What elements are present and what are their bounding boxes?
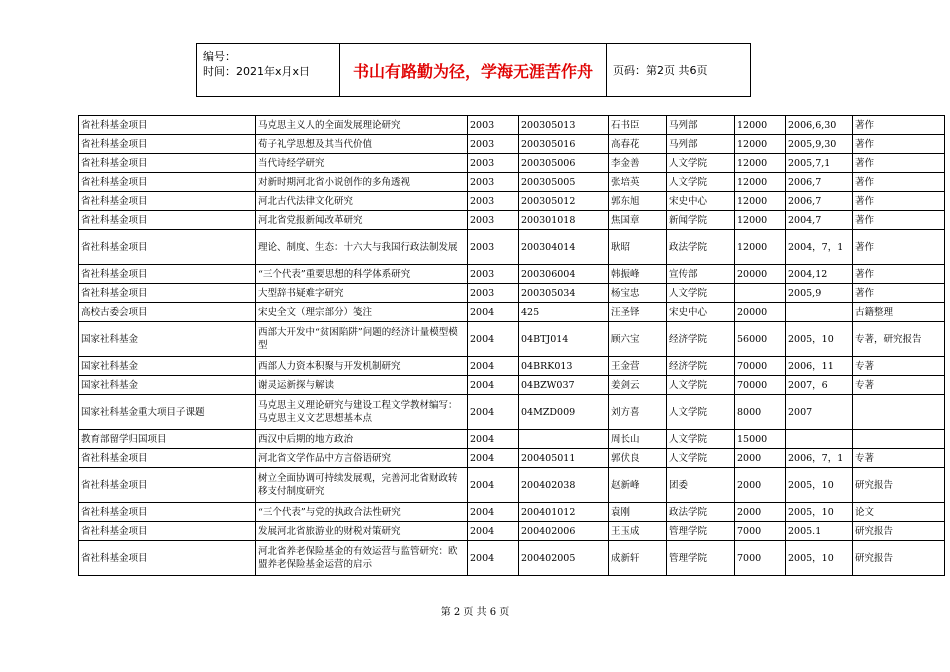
cell-date bbox=[786, 430, 853, 449]
cell-leader: 焦国章 bbox=[609, 211, 667, 230]
cell-funding bbox=[735, 284, 786, 303]
cell-funding: 12000 bbox=[735, 154, 786, 173]
cell-result: 著作 bbox=[853, 265, 945, 284]
cell-dept: 政法学院 bbox=[667, 230, 735, 265]
cell-title: 西部人力资本积聚与开发机制研究 bbox=[256, 357, 468, 376]
cell-date: 2007，6 bbox=[786, 376, 853, 395]
cell-date: 2004，7，1 bbox=[786, 230, 853, 265]
cell-type: 省社科基金项目 bbox=[79, 522, 256, 541]
cell-funding: 8000 bbox=[735, 395, 786, 430]
cell-date: 2005，10 bbox=[786, 503, 853, 522]
cell-funding: 12000 bbox=[735, 135, 786, 154]
cell-funding: 70000 bbox=[735, 357, 786, 376]
cell-date bbox=[786, 303, 853, 322]
cell-leader: 杨宝忠 bbox=[609, 284, 667, 303]
cell-title: 谢灵运新探与解读 bbox=[256, 376, 468, 395]
cell-type: 高校古委会项目 bbox=[79, 303, 256, 322]
cell-title: 发展河北省旅游业的财税对策研究 bbox=[256, 522, 468, 541]
cell-year: 2004 bbox=[468, 376, 519, 395]
cell-result bbox=[853, 395, 945, 430]
cell-date: 2004,7 bbox=[786, 211, 853, 230]
cell-year: 2003 bbox=[468, 284, 519, 303]
cell-title: 河北省文学作品中方言俗语研究 bbox=[256, 449, 468, 468]
cell-leader: 袁刚 bbox=[609, 503, 667, 522]
cell-result: 专著，研究报告 bbox=[853, 322, 945, 357]
cell-result: 论文 bbox=[853, 503, 945, 522]
cell-year: 2004 bbox=[468, 468, 519, 503]
cell-title: 当代诗经学研究 bbox=[256, 154, 468, 173]
cell-dept: 管理学院 bbox=[667, 541, 735, 576]
cell-title: 理论、制度、生态：十六大与我国行政法制发展 bbox=[256, 230, 468, 265]
cell-date: 2005，10 bbox=[786, 322, 853, 357]
cell-dept: 马列部 bbox=[667, 135, 735, 154]
cell-type: 省社科基金项目 bbox=[79, 503, 256, 522]
cell-type: 省社科基金项目 bbox=[79, 135, 256, 154]
cell-code: 425 bbox=[519, 303, 609, 322]
cell-title: “三个代表”重要思想的科学体系研究 bbox=[256, 265, 468, 284]
cell-dept: 新闻学院 bbox=[667, 211, 735, 230]
cell-dept: 宋史中心 bbox=[667, 192, 735, 211]
cell-result: 古籍整理 bbox=[853, 303, 945, 322]
table-row bbox=[79, 284, 945, 303]
table-row bbox=[79, 468, 945, 503]
cell-funding: 7000 bbox=[735, 522, 786, 541]
cell-year: 2004 bbox=[468, 357, 519, 376]
table-row bbox=[79, 322, 945, 357]
cell-leader: 张培英 bbox=[609, 173, 667, 192]
project-table bbox=[78, 115, 945, 576]
cell-dept: 人文学院 bbox=[667, 430, 735, 449]
cell-type: 省社科基金项目 bbox=[79, 154, 256, 173]
cell-leader: 周长山 bbox=[609, 430, 667, 449]
cell-leader: 顾六宝 bbox=[609, 322, 667, 357]
cell-code: 200401012 bbox=[519, 503, 609, 522]
table-row bbox=[79, 522, 945, 541]
cell-type: 省社科基金项目 bbox=[79, 211, 256, 230]
cell-result: 专著 bbox=[853, 449, 945, 468]
cell-leader: 成新轩 bbox=[609, 541, 667, 576]
cell-funding: 2000 bbox=[735, 503, 786, 522]
time-label: 时间：2021年x月x日 bbox=[203, 65, 311, 78]
cell-date: 2006，7，1 bbox=[786, 449, 853, 468]
cell-type: 省社科基金项目 bbox=[79, 230, 256, 265]
cell-type: 省社科基金项目 bbox=[79, 468, 256, 503]
cell-date: 2006,7 bbox=[786, 192, 853, 211]
cell-result: 专著 bbox=[853, 376, 945, 395]
cell-funding: 56000 bbox=[735, 322, 786, 357]
cell-title: 宋史全文（理宗部分）笺注 bbox=[256, 303, 468, 322]
cell-date: 2005,7,1 bbox=[786, 154, 853, 173]
cell-year: 2004 bbox=[468, 503, 519, 522]
cell-title: 西汉中后期的地方政治 bbox=[256, 430, 468, 449]
cell-year: 2003 bbox=[468, 173, 519, 192]
cell-result: 著作 bbox=[853, 211, 945, 230]
table-row bbox=[79, 135, 945, 154]
cell-dept: 人文学院 bbox=[667, 154, 735, 173]
cell-result: 专著 bbox=[853, 357, 945, 376]
cell-code: 04BRK013 bbox=[519, 357, 609, 376]
cell-date: 2006,7 bbox=[786, 173, 853, 192]
cell-code: 200304014 bbox=[519, 230, 609, 265]
table-row bbox=[79, 173, 945, 192]
cell-funding: 12000 bbox=[735, 211, 786, 230]
cell-dept: 人文学院 bbox=[667, 449, 735, 468]
cell-year: 2003 bbox=[468, 265, 519, 284]
cell-leader: 赵新峰 bbox=[609, 468, 667, 503]
cell-dept: 经济学院 bbox=[667, 322, 735, 357]
cell-funding: 12000 bbox=[735, 116, 786, 135]
cell-title: 对新时期河北省小说创作的多角透视 bbox=[256, 173, 468, 192]
cell-dept: 人文学院 bbox=[667, 376, 735, 395]
cell-leader: 汪圣铎 bbox=[609, 303, 667, 322]
cell-year: 2004 bbox=[468, 322, 519, 357]
cell-leader: 王金营 bbox=[609, 357, 667, 376]
cell-result: 著作 bbox=[853, 173, 945, 192]
table-row bbox=[79, 116, 945, 135]
cell-result: 著作 bbox=[853, 116, 945, 135]
table-row bbox=[79, 449, 945, 468]
cell-title: 树立全面协调可持续发展观，完善河北省财政转移支付制度研究 bbox=[256, 468, 468, 503]
cell-year: 2004 bbox=[468, 303, 519, 322]
cell-type: 省社科基金项目 bbox=[79, 449, 256, 468]
table-row bbox=[79, 503, 945, 522]
cell-funding: 12000 bbox=[735, 173, 786, 192]
cell-leader: 姜剑云 bbox=[609, 376, 667, 395]
cell-result: 研究报告 bbox=[853, 522, 945, 541]
cell-type: 国家社科基金重大项目子课题 bbox=[79, 395, 256, 430]
cell-type: 省社科基金项目 bbox=[79, 173, 256, 192]
cell-code: 200402005 bbox=[519, 541, 609, 576]
cell-leader: 李金善 bbox=[609, 154, 667, 173]
cell-funding: 7000 bbox=[735, 541, 786, 576]
table-row bbox=[79, 357, 945, 376]
cell-title: 河北古代法律文化研究 bbox=[256, 192, 468, 211]
table-row bbox=[79, 376, 945, 395]
cell-result: 著作 bbox=[853, 135, 945, 154]
page-info: 页码：第2页 共6页 bbox=[613, 64, 708, 77]
cell-code: 200305006 bbox=[519, 154, 609, 173]
cell-code: 200306004 bbox=[519, 265, 609, 284]
cell-code: 200301018 bbox=[519, 211, 609, 230]
page-header bbox=[196, 43, 751, 97]
cell-leader: 石书臣 bbox=[609, 116, 667, 135]
cell-code: 200305016 bbox=[519, 135, 609, 154]
table-row bbox=[79, 230, 945, 265]
cell-year: 2003 bbox=[468, 211, 519, 230]
cell-leader: 高春花 bbox=[609, 135, 667, 154]
cell-funding: 15000 bbox=[735, 430, 786, 449]
table-row bbox=[79, 265, 945, 284]
table-row bbox=[79, 154, 945, 173]
cell-type: 教育部留学归国项目 bbox=[79, 430, 256, 449]
cell-code: 200305005 bbox=[519, 173, 609, 192]
cell-funding: 12000 bbox=[735, 192, 786, 211]
table-row bbox=[79, 192, 945, 211]
cell-result: 研究报告 bbox=[853, 541, 945, 576]
cell-result: 著作 bbox=[853, 192, 945, 211]
cell-code: 200305012 bbox=[519, 192, 609, 211]
cell-type: 国家社科基金 bbox=[79, 322, 256, 357]
cell-type: 省社科基金项目 bbox=[79, 192, 256, 211]
cell-leader: 王玉成 bbox=[609, 522, 667, 541]
cell-code bbox=[519, 430, 609, 449]
cell-year: 2003 bbox=[468, 135, 519, 154]
cell-funding: 20000 bbox=[735, 303, 786, 322]
table-row bbox=[79, 303, 945, 322]
cell-dept: 政法学院 bbox=[667, 503, 735, 522]
cell-title: 马克思主义人的全面发展理论研究 bbox=[256, 116, 468, 135]
cell-funding: 2000 bbox=[735, 449, 786, 468]
cell-result: 研究报告 bbox=[853, 468, 945, 503]
cell-leader: 耿昭 bbox=[609, 230, 667, 265]
cell-date: 2005.1 bbox=[786, 522, 853, 541]
cell-code: 04MZD009 bbox=[519, 395, 609, 430]
cell-code: 200405011 bbox=[519, 449, 609, 468]
cell-code: 200402006 bbox=[519, 522, 609, 541]
cell-dept: 人文学院 bbox=[667, 173, 735, 192]
cell-date: 2007 bbox=[786, 395, 853, 430]
cell-year: 2004 bbox=[468, 430, 519, 449]
page-footer: 第 2 页 共 6 页 bbox=[440, 607, 510, 618]
cell-funding: 70000 bbox=[735, 376, 786, 395]
table-row bbox=[79, 541, 945, 576]
cell-result: 著作 bbox=[853, 284, 945, 303]
cell-year: 2004 bbox=[468, 522, 519, 541]
cell-leader: 郭东旭 bbox=[609, 192, 667, 211]
cell-date: 2005，10 bbox=[786, 541, 853, 576]
cell-funding: 12000 bbox=[735, 230, 786, 265]
cell-type: 省社科基金项目 bbox=[79, 116, 256, 135]
cell-type: 国家社科基金 bbox=[79, 376, 256, 395]
cell-code: 200402038 bbox=[519, 468, 609, 503]
cell-leader: 韩振峰 bbox=[609, 265, 667, 284]
cell-title: 西部大开发中“贫困陷阱”问题的经济计量模型模型 bbox=[256, 322, 468, 357]
cell-title: 大型辞书疑难字研究 bbox=[256, 284, 468, 303]
cell-type: 国家社科基金 bbox=[79, 357, 256, 376]
cell-leader: 刘方喜 bbox=[609, 395, 667, 430]
cell-title: 马克思主义理论研究与建设工程文学教材编写：马克思主义文艺思想基本点 bbox=[256, 395, 468, 430]
motto: 书山有路勤为径，学海无涯苦作舟 bbox=[340, 44, 607, 96]
cell-result bbox=[853, 430, 945, 449]
cell-year: 2003 bbox=[468, 154, 519, 173]
cell-date: 2006，11 bbox=[786, 357, 853, 376]
cell-dept: 经济学院 bbox=[667, 357, 735, 376]
cell-code: 200305013 bbox=[519, 116, 609, 135]
cell-title: 河北省养老保险基金的有效运营与监管研究：欧盟养老保险基金运营的启示 bbox=[256, 541, 468, 576]
cell-title: “三个代表”与党的执政合法性研究 bbox=[256, 503, 468, 522]
cell-date: 2005,9,30 bbox=[786, 135, 853, 154]
number-label: 编号： bbox=[203, 50, 236, 63]
cell-dept: 管理学院 bbox=[667, 522, 735, 541]
cell-title: 荀子礼学思想及其当代价值 bbox=[256, 135, 468, 154]
cell-result: 著作 bbox=[853, 154, 945, 173]
cell-year: 2004 bbox=[468, 541, 519, 576]
cell-year: 2003 bbox=[468, 116, 519, 135]
cell-type: 省社科基金项目 bbox=[79, 265, 256, 284]
cell-year: 2004 bbox=[468, 449, 519, 468]
cell-year: 2003 bbox=[468, 230, 519, 265]
cell-type: 省社科基金项目 bbox=[79, 541, 256, 576]
table-row bbox=[79, 430, 945, 449]
cell-dept: 团委 bbox=[667, 468, 735, 503]
cell-title: 河北省党报新闻改革研究 bbox=[256, 211, 468, 230]
cell-dept: 宋史中心 bbox=[667, 303, 735, 322]
cell-dept: 人文学院 bbox=[667, 284, 735, 303]
table-row bbox=[79, 211, 945, 230]
cell-date: 2005，10 bbox=[786, 468, 853, 503]
cell-dept: 马列部 bbox=[667, 116, 735, 135]
cell-code: 04BTJ014 bbox=[519, 322, 609, 357]
cell-result: 著作 bbox=[853, 230, 945, 265]
cell-date: 2005,9 bbox=[786, 284, 853, 303]
cell-funding: 20000 bbox=[735, 265, 786, 284]
cell-dept: 宣传部 bbox=[667, 265, 735, 284]
cell-dept: 人文学院 bbox=[667, 395, 735, 430]
cell-date: 2004,12 bbox=[786, 265, 853, 284]
cell-leader: 郭伏良 bbox=[609, 449, 667, 468]
cell-year: 2003 bbox=[468, 192, 519, 211]
cell-date: 2006,6,30 bbox=[786, 116, 853, 135]
cell-funding: 2000 bbox=[735, 468, 786, 503]
cell-type: 省社科基金项目 bbox=[79, 284, 256, 303]
cell-year: 2004 bbox=[468, 395, 519, 430]
table-row bbox=[79, 395, 945, 430]
cell-code: 200305034 bbox=[519, 284, 609, 303]
header-info bbox=[197, 44, 340, 96]
cell-code: 04BZW037 bbox=[519, 376, 609, 395]
